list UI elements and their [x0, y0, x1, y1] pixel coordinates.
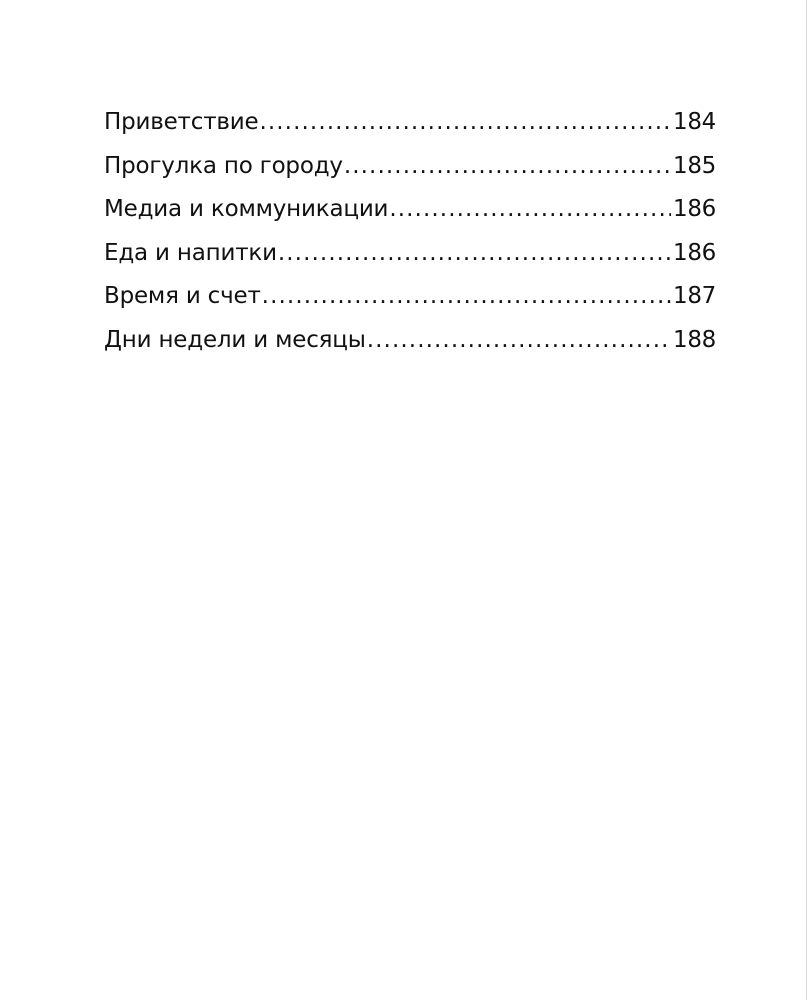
table-of-contents — [104, 101, 716, 363]
toc-entry-page-number: 186 — [673, 196, 716, 223]
toc-entry-media-communications — [104, 188, 716, 232]
dot-leader — [367, 319, 671, 363]
toc-entry-title: Еда и напитки — [104, 239, 277, 266]
toc-entry-title: Прогулка по городу — [104, 152, 343, 179]
toc-entry-page-number: 185 — [673, 152, 716, 179]
toc-entry-page-number: 188 — [673, 326, 716, 353]
toc-entry-title: Приветствие — [104, 109, 259, 135]
toc-entry-page-number: 186 — [673, 239, 716, 266]
dot-leader — [389, 188, 671, 232]
toc-entry-page-number: 184 — [673, 109, 716, 135]
dot-leader — [259, 101, 671, 145]
dot-leader — [278, 232, 671, 276]
dot-leader — [344, 145, 671, 189]
toc-entry-greeting — [104, 101, 716, 145]
toc-entry-page-number: 187 — [673, 283, 716, 310]
dot-leader — [262, 275, 671, 319]
toc-entry-title: Время и счет — [104, 283, 261, 310]
toc-entry-time-counting — [104, 275, 716, 319]
toc-entry-days-months — [104, 319, 716, 363]
toc-entry-title: Медиа и коммуникации — [104, 196, 389, 223]
toc-entry-food-drinks — [104, 232, 716, 276]
toc-entry-city-walk — [104, 145, 716, 189]
toc-entry-title: Дни недели и месяцы — [104, 326, 366, 353]
